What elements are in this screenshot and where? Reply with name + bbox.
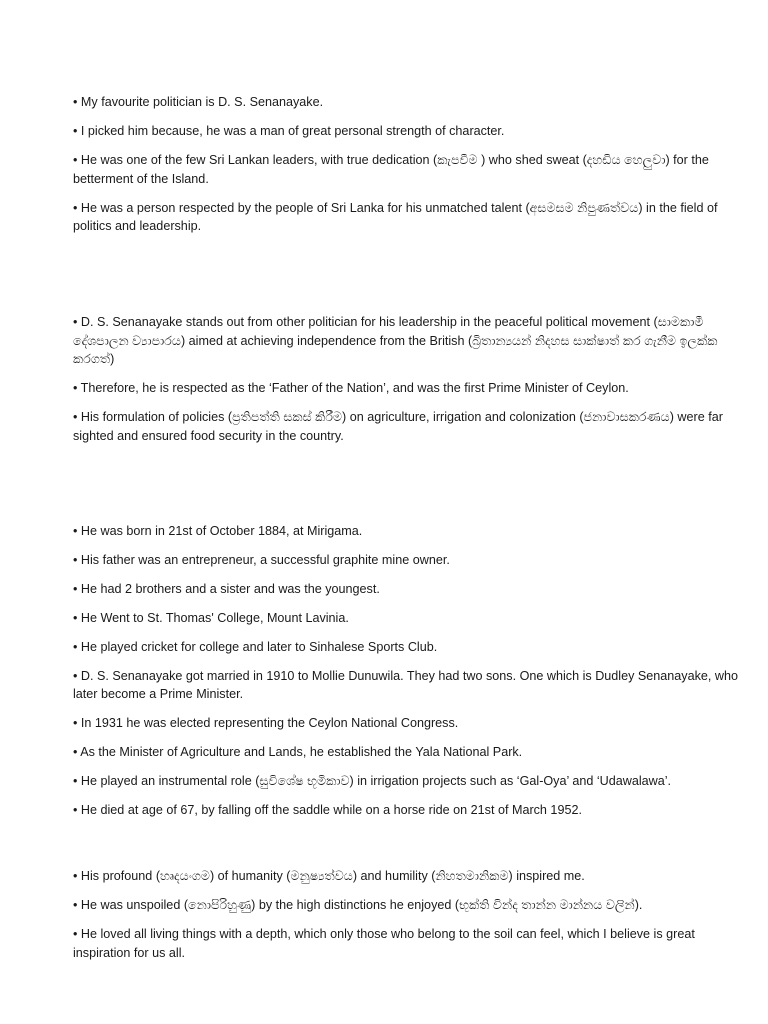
bullet-paragraph: • His father was an entrepreneur, a successful graphite mine owner. xyxy=(73,552,450,567)
bullet-paragraph: • My favourite politician is D. S. Senanayake. xyxy=(73,95,324,109)
bullet-paragraph: • I picked him because, he was a man of great personal strength of character. xyxy=(73,124,505,138)
section-leadership xyxy=(73,313,738,445)
section-inspiration xyxy=(73,867,738,962)
bullet-paragraph: • He played an instrumental role (සුවිශේෂ භූමිකාව) in irrigation projects such as ‘Gal-Oya’ and ‘Udawalawa’. xyxy=(73,774,672,788)
bullet-paragraph: • As the Minister of Agriculture and Lands, he established the Yala National Park. xyxy=(73,745,523,759)
bullet-paragraph: • He was born in 21st of October 1884, at Mirigama. xyxy=(73,523,363,538)
bullet-paragraph: • In 1931 he was elected representing the Ceylon National Congress. xyxy=(73,716,459,730)
bullet-paragraph: • His formulation of policies (ප්‍රතිපත්ති සකස් කිරීම) on agriculture, irrigation and colonization (ජනාවාසකරණය) were far sighted and ensured food security in the country. xyxy=(73,410,723,443)
bullet-paragraph: • D. S. Senanayake stands out from other politician for his leadership in the peaceful political movement (සාමකාමී දේශපාලන ව්‍යාපාරය) aimed at achieving independence from the British (බ්‍රිතාන්‍යයන් නිදහස සාක්ෂාත් කර ගැනීම ඉලක්ක කරගත්) xyxy=(73,315,718,366)
section-biography xyxy=(73,522,738,820)
bullet-paragraph: • Therefore, he is respected as the ‘Father of the Nation’, and was the first Prime Minister of Ceylon. xyxy=(73,381,629,395)
section-introduction xyxy=(73,93,738,236)
bullet-paragraph: • He had 2 brothers and a sister and was the youngest. xyxy=(73,581,380,596)
bullet-paragraph: • He was a person respected by the people of Sri Lanka for his unmatched talent (අසමසම නිපුණත්වය) in the field of politics and leadership. xyxy=(73,200,718,233)
document-page xyxy=(73,93,738,973)
bullet-paragraph: • His profound (හෘදයංගම) of humanity (මනුෂ්‍යත්වය) and humility (නිහතමානිකම) inspired me. xyxy=(73,869,585,883)
bullet-paragraph: • D. S. Senanayake got married in 1910 to Mollie Dunuwila. They had two sons. One which is Dudley Senanayake, who later become a Prime Minister. xyxy=(73,668,739,701)
bullet-paragraph: • He loved all living things with a depth, which only those who belong to the soil can feel, which I believe is great inspiration for us all. xyxy=(73,927,695,960)
bullet-paragraph: • He was unspoiled (නොපිරිහුණු) by the high distinctions he enjoyed (භුක්ති වින්ද තාන්න මාන්නය වලින්). xyxy=(73,898,643,912)
bullet-paragraph: • He played cricket for college and later to Sinhalese Sports Club. xyxy=(73,639,438,654)
bullet-paragraph: • He died at age of 67, by falling off the saddle while on a horse ride on 21st of March 1952. xyxy=(73,803,582,817)
bullet-paragraph: • He was one of the few Sri Lankan leaders, with true dedication (කැපවීම ) who shed sweat (දහඩිය හෙලුවා) for the betterment of the Island. xyxy=(73,153,709,186)
bullet-paragraph: • He Went to St. Thomas' College, Mount Lavinia. xyxy=(73,610,349,625)
